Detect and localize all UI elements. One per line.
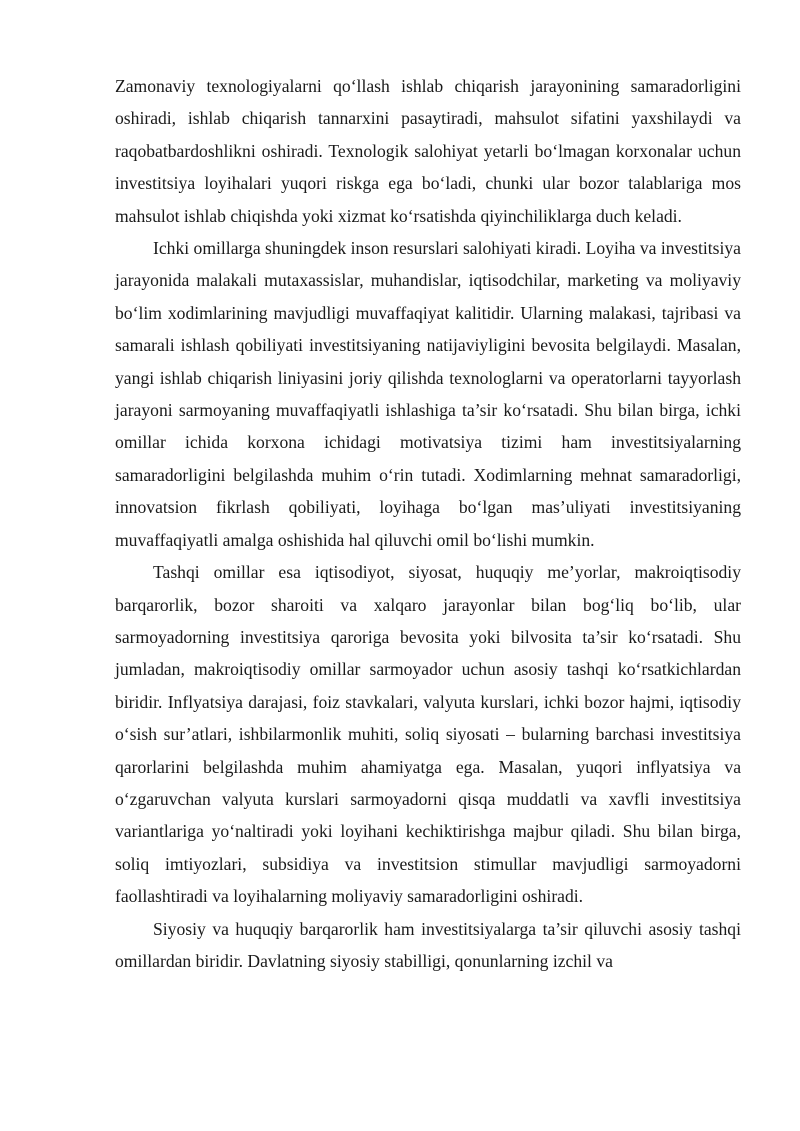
paragraph-internal-factors: Ichki omillarga shuningdek inson resurslari salohiyati kiradi. Loyiha va investitsiya jarayonida malakali mutaxassislar, muhandislar, iqtisodchilar, marketing va moliyaviy bo‘lim xodimlarining mavjudligi muvaffaqiyat kalitidir. Ularning malakasi, tajribasi va samarali ishlash qobiliyati investitsiyaning natijaviyligini bevosita belgilaydi. Masalan, yangi ishlab chiqarish liniyasini joriy qilishda texnologlarni va operatorlarni tayyorlash jarayoni sarmoyaning muvaffaqiyatli ishlashiga ta’sir ko‘rsatadi. Shu bilan birga, ichki omillar ichida korxona ichidagi motivatsiya tizimi ham investitsiyalarning samaradorligini belgilashda muhim o‘rin tutadi. Xodimlarning mehnat samaradorligi, innovatsion fikrlash qobiliyati, loyihaga bo‘lgan mas’uliyati investitsiyaning muvaffaqiyatli amalga oshishida hal qiluvchi omil bo‘lishi mumkin. — [115, 238, 741, 550]
paragraph-political-stability: Siyosiy va huquqiy barqarorlik ham investitsiyalarga ta’sir qiluvchi asosiy tashqi omillardan biridir. Davlatning siyosiy stabilligi, qonunlarning izchil va — [115, 918, 741, 971]
paragraph-technology: Zamonaviy texnologiyalarni qo‘llash ishlab chiqarish jarayonining samaradorligini oshiradi, ishlab chiqarish tannarxini pasaytiradi, mahsulot sifatini yaxshilaydi va raqobatbardoshlikni oshiradi. Texnologik salohiyat yetarli bo‘lmagan korxonalar uchun investitsiya loyihalari yuqori riskga ega bo‘ladi, chunki ular bozor talablariga mos mahsulot ishlab chiqishda yoki xizmat ko‘rsatishda qiyinchiliklarga duch keladi. — [115, 76, 741, 226]
document-page — [115, 70, 741, 977]
paragraph-external-factors: Tashqi omillar esa iqtisodiyot, siyosat, huquqiy me’yorlar, makroiqtisodiy barqarorlik, bozor sharoiti va xalqaro jarayonlar bilan bog‘liq bo‘lib, ular sarmoyadorning investitsiya qaroriga bevosita yoki bilvosita ta’sir ko‘rsatadi. Shu jumladan, makroiqtisodiy omillar sarmoyador uchun asosiy tashqi ko‘rsatkichlardan biridir. Inflyatsiya darajasi, foiz stavkalari, valyuta kurslari, ichki bozor hajmi, iqtisodiy o‘sish sur’atlari, ishbilarmonlik muhiti, soliq siyosati – bularning barchasi investitsiya qarorlarini belgilashda muhim ahamiyatga ega. Masalan, yuqori inflyatsiya va o‘zgaruvchan valyuta kurslari sarmoyadorni qisqa muddatli va xavfli investitsiya variantlariga yo‘naltiradi yoki loyihani kechiktirishga majbur qiladi. Shu bilan birga, soliq imtiyozlari, subsidiya va investitsion stimullar mavjudligi sarmoyadorni faollashtiradi va loyihalarning moliyaviy samaradorligini oshiradi. — [115, 562, 741, 907]
